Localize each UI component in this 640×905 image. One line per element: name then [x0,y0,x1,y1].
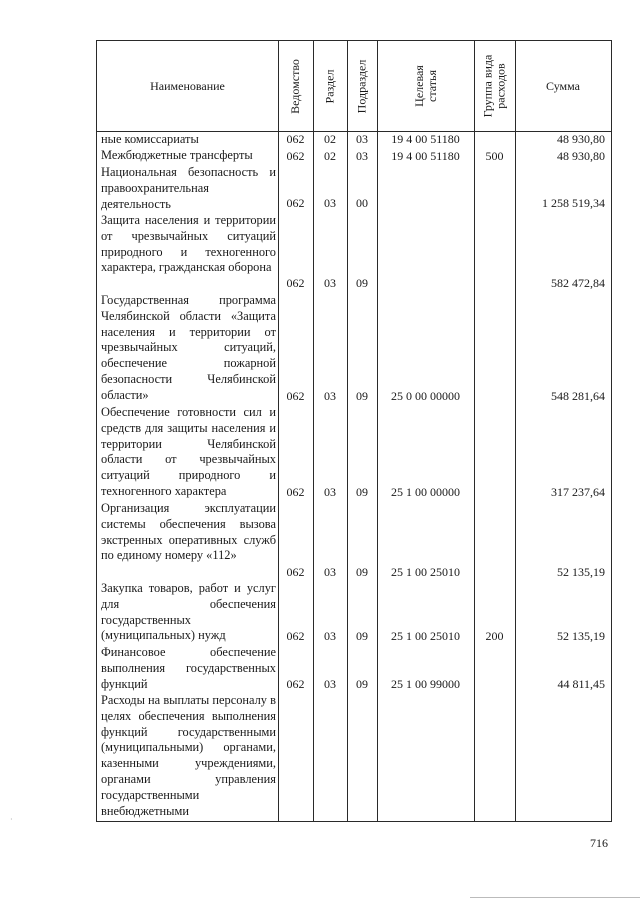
row-name: Закупка товаров, работ и услуг для обеспечения государственных (муниципальных) нужд [101,581,276,643]
row-name: Межбюджетные трансферты [101,148,253,162]
table-row [97,693,611,821]
row-dept: 062 [286,196,305,210]
row-section: 03 [324,485,336,499]
header-subsection-cell [347,41,377,131]
row-subsection: 09 [356,677,368,691]
header-dept: Ведомство [288,58,303,114]
page-number: 716 [590,836,608,850]
row-target: 25 0 00 00000 [391,389,460,403]
row-sum: 548 281,64 [551,389,605,403]
row-dept: 062 [286,149,305,163]
row-name: Финансовое обеспечение выполнения государственных функций [101,645,276,691]
row-sum: 52 135,19 [557,629,605,643]
row-name: Расходы на выплаты персоналу в целях обеспечения выполнения функций государственными (муниципальными) органами, казенными учреждениями, органами управления государственными внебюджетными [101,693,276,818]
table-row [97,132,611,147]
row-section: 03 [324,629,336,643]
row-section: 03 [324,196,336,210]
row-name: Государственная программа Челябинской области «Защита населения и территории от чрезвычайных ситуаций, обеспечение пожарной безопасности Челябинской области» [101,293,276,402]
row-sum: 48 930,80 [557,149,605,163]
row-dept: 062 [286,677,305,691]
row-section: 02 [324,132,336,146]
row-sum: 1 258 519,34 [542,196,605,210]
row-dept: 062 [286,276,305,290]
header-subsection: Подраздел [354,59,369,113]
header-section-cell [313,41,347,131]
row-target: 19 4 00 51180 [391,149,460,163]
row-target: 25 1 00 00000 [391,485,460,499]
table-row [97,581,611,645]
row-name: Обеспечение готовности сил и средств для защиты населения и территории Челябинской области от чрезвычайных ситуаций природного и техногенного характера [101,405,276,498]
row-section: 03 [324,276,336,290]
header-sum: Сумма [546,78,580,93]
row-section: 03 [324,677,336,691]
row-section: 02 [324,149,336,163]
row-section: 03 [324,565,336,579]
table-row [97,293,611,405]
row-subsection: 03 [356,132,368,146]
table-row [97,148,611,164]
header-name-cell [97,41,278,131]
row-sum: 317 237,64 [551,485,605,499]
row-dept: 062 [286,132,305,146]
row-target: 25 1 00 25010 [391,629,460,643]
row-target: 25 1 00 99000 [391,677,460,691]
row-name: Национальная безопасность и правоохранительная деятельность [101,165,276,211]
row-sum: 52 135,19 [557,565,605,579]
row-subsection: 09 [356,565,368,579]
header-group-cell [474,41,515,131]
row-sum: 582 472,84 [551,276,605,290]
row-dept: 062 [286,629,305,643]
table-row [97,645,611,693]
table-row [97,405,611,501]
row-subsection: 09 [356,485,368,499]
row-name: ные комиссариаты [101,132,199,146]
header-target-cell [377,41,474,131]
row-group: 200 [485,629,504,643]
row-target: 25 1 00 25010 [391,565,460,579]
row-dept: 062 [286,389,305,403]
header-name: Наименование [150,78,225,93]
row-subsection: 09 [356,276,368,290]
table-row [97,165,611,213]
table-row [97,501,611,581]
row-dept: 062 [286,565,305,579]
row-section: 03 [324,389,336,403]
budget-table [96,40,612,822]
header-group: Группа вида расходов [480,54,508,118]
row-target: 19 4 00 51180 [391,132,460,146]
header-section: Раздел [322,69,337,103]
header-target: Целевая статья [411,65,439,107]
row-sum: 44 811,45 [557,677,605,691]
header-dept-cell [278,41,313,131]
row-name: Организация эксплуатации системы обеспечения вызова экстренных оперативных служб по единому номеру «112» [101,501,276,563]
row-sum: 48 930,80 [557,132,605,146]
footer-rule [470,897,640,898]
table-row [97,213,611,293]
row-subsection: 00 [356,196,368,210]
row-subsection: 09 [356,629,368,643]
row-group: 500 [485,149,504,163]
header-sum-cell [515,41,611,131]
row-dept: 062 [286,485,305,499]
row-subsection: 09 [356,389,368,403]
scan-artifact: · [10,815,13,824]
row-name: Защита населения и территории от чрезвычайных ситуаций природного и техногенного характера, гражданская оборона [101,213,276,275]
row-subsection: 03 [356,149,368,163]
